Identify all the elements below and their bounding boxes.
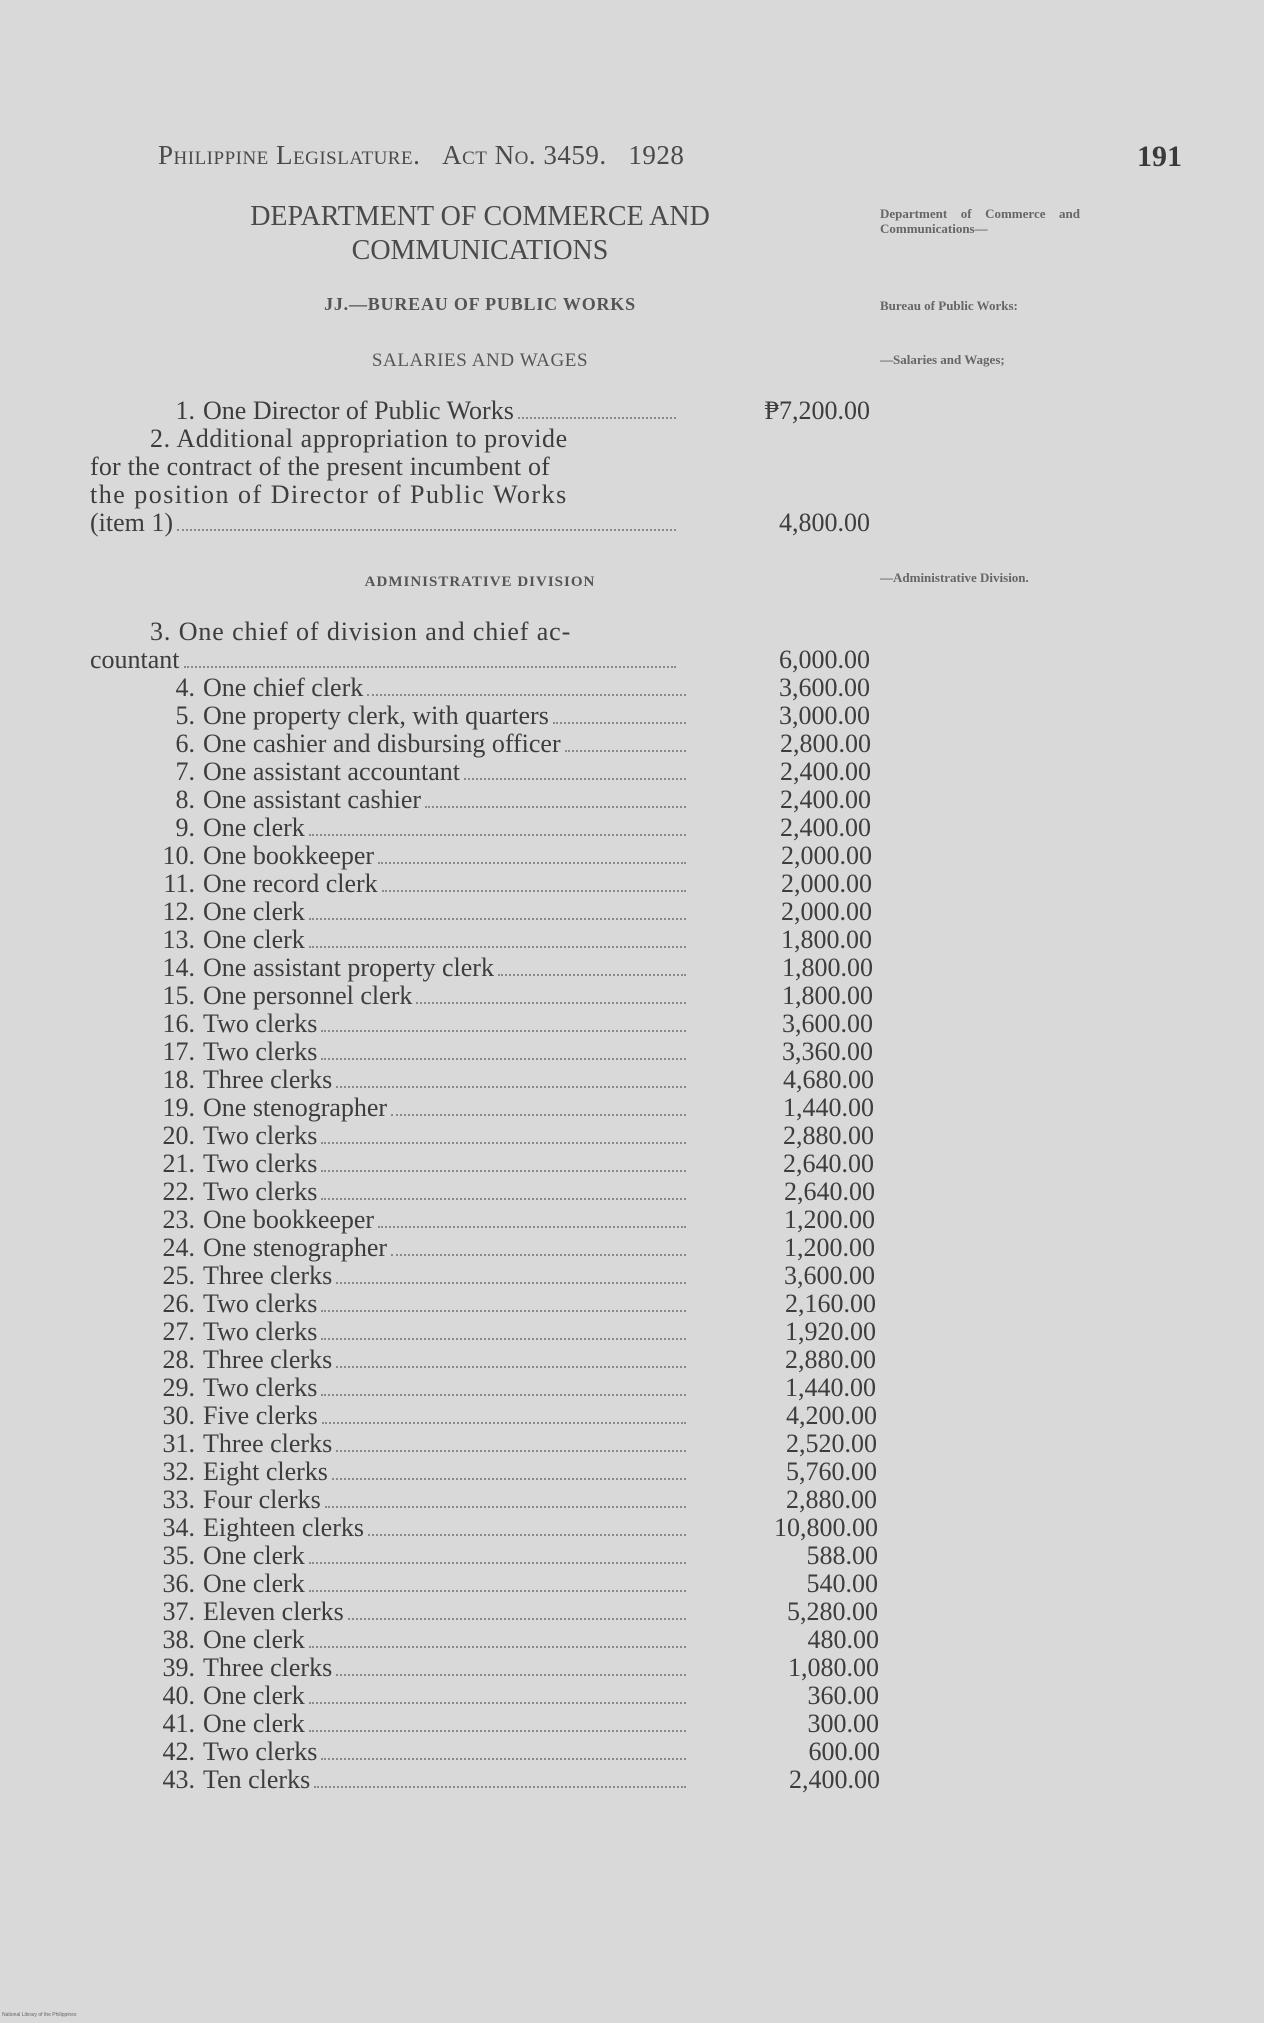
item-description: countant: [90, 645, 180, 674]
item-number: 19.: [162, 1093, 195, 1122]
item-description: One assistant cashier: [203, 785, 422, 814]
item-description: Two clerks: [203, 1317, 318, 1346]
item-amount: 1,200.00: [784, 1205, 875, 1234]
item-number: 16.: [162, 1009, 195, 1038]
item-number: 14.: [162, 953, 195, 982]
dot-leader: [332, 1478, 686, 1480]
dot-leader: [309, 1646, 686, 1648]
list-item: [140, 674, 690, 702]
item-number: 15.: [162, 981, 195, 1010]
dot-leader: [336, 1282, 686, 1284]
item-number: 41.: [162, 1709, 195, 1738]
dot-leader: [368, 1534, 686, 1536]
dot-leader: [464, 778, 686, 780]
item-description: Three clerks: [203, 1261, 333, 1290]
item-amount: 2,160.00: [785, 1289, 876, 1318]
administrative-division-title: ADMINISTRATIVE DIVISION: [364, 574, 596, 590]
item-number: 33.: [162, 1485, 195, 1514]
dot-leader: [336, 1674, 686, 1676]
item-amount: 3,360.00: [782, 1037, 873, 1066]
item-number: 26.: [162, 1289, 195, 1318]
item-description: (item 1): [90, 508, 174, 537]
item-3-amount: 6,000.00: [779, 645, 870, 674]
dot-leader: [518, 417, 676, 419]
item-amount: 3,600.00: [782, 1009, 873, 1038]
item-amount: 2,000.00: [781, 841, 872, 870]
item-amount: 540.00: [806, 1569, 878, 1598]
list-item: [140, 1374, 690, 1402]
item-2-line1: 2. Additional appropriation to provide: [150, 424, 568, 453]
dot-leader: [309, 1590, 686, 1592]
list-item: [140, 1458, 690, 1486]
item-number: 30.: [162, 1401, 195, 1430]
item-description: Two clerks: [203, 1177, 318, 1206]
list-item: [140, 1486, 690, 1514]
list-item: [140, 1318, 690, 1346]
item-amount: 588.00: [806, 1541, 878, 1570]
item-3-line2: [90, 646, 680, 674]
list-item: [140, 1738, 690, 1766]
dot-leader: [553, 722, 686, 724]
item-description: Two clerks: [203, 1009, 318, 1038]
item-amount: 2,400.00: [789, 1765, 880, 1794]
item-amount: 1,440.00: [785, 1373, 876, 1402]
page-number: 191: [1137, 140, 1182, 173]
list-item: [140, 702, 690, 730]
list-item: [140, 1010, 690, 1038]
dot-leader: [378, 862, 686, 864]
item-number: 12.: [162, 897, 195, 926]
dot-leader: [425, 806, 686, 808]
list-item: [140, 730, 690, 758]
item-number: 40.: [162, 1681, 195, 1710]
list-item: [140, 1206, 690, 1234]
item-amount: 2,000.00: [781, 869, 872, 898]
item-number: 21.: [162, 1149, 195, 1178]
marginal-note-department: Department of Commerce and Communications—: [880, 206, 1080, 236]
dot-leader: [348, 1618, 686, 1620]
item-description: Two clerks: [203, 1373, 318, 1402]
item-description: One Director of Public Works: [203, 396, 514, 425]
item-description: One cashier and disbursing officer: [203, 729, 561, 758]
item-number: 34.: [162, 1513, 195, 1542]
dot-leader: [565, 750, 686, 752]
item-number: 37.: [162, 1597, 195, 1626]
item-description: One bookkeeper: [203, 841, 375, 870]
item-description: Two clerks: [203, 1037, 318, 1066]
item-number: 28.: [162, 1345, 195, 1374]
item-amount: 2,880.00: [785, 1345, 876, 1374]
list-item: [140, 1598, 690, 1626]
footer-source: National Library of the Philippines: [2, 2012, 77, 2018]
item-description: One clerk: [203, 813, 305, 842]
item-number: 32.: [162, 1457, 195, 1486]
item-number: 13.: [162, 925, 195, 954]
item-number: 7.: [175, 757, 195, 786]
item-number: 20.: [162, 1121, 195, 1150]
item-description: One property clerk, with quarters: [203, 701, 549, 730]
item-number: 9.: [175, 813, 195, 842]
list-item: [140, 1094, 690, 1122]
running-head: [158, 140, 684, 171]
item-1: [140, 397, 680, 425]
item-2-line3: the position of Director of Public Works: [90, 480, 568, 509]
item-number: 29.: [162, 1373, 195, 1402]
item-amount: 1,920.00: [785, 1317, 876, 1346]
item-amount: 300.00: [807, 1709, 879, 1738]
dot-leader: [321, 1030, 686, 1032]
item-number: 22.: [162, 1177, 195, 1206]
item-number: 23.: [162, 1205, 195, 1234]
dot-leader: [367, 694, 686, 696]
item-description: One clerk: [203, 1569, 305, 1598]
item-description: One clerk: [203, 1541, 305, 1570]
item-amount: 1,080.00: [788, 1653, 879, 1682]
dot-leader: [498, 974, 686, 976]
list-item: [140, 1038, 690, 1066]
dot-leader: [321, 1198, 686, 1200]
act-number: Act No. 3459.: [442, 140, 607, 170]
dot-leader: [391, 1254, 686, 1256]
dot-leader: [322, 1422, 686, 1424]
item-amount: 360.00: [807, 1681, 879, 1710]
list-item: [140, 1654, 690, 1682]
item-description: One assistant property clerk: [203, 953, 494, 982]
dot-leader: [321, 1170, 686, 1172]
item-amount: 5,280.00: [787, 1597, 878, 1626]
item-amount: 2,640.00: [784, 1177, 875, 1206]
item-number: 38.: [162, 1625, 195, 1654]
item-description: One chief clerk: [203, 673, 364, 702]
item-amount: 5,760.00: [786, 1457, 877, 1486]
list-item: [140, 870, 690, 898]
item-description: One stenographer: [203, 1233, 388, 1262]
list-item: [140, 758, 690, 786]
item-description: One clerk: [203, 1709, 305, 1738]
item-description: Five clerks: [203, 1401, 318, 1430]
list-item: [140, 1178, 690, 1206]
item-amount: 3,600.00: [784, 1261, 875, 1290]
list-item: [140, 1710, 690, 1738]
list-item: [140, 1262, 690, 1290]
dot-leader: [309, 834, 686, 836]
item-number: 4.: [175, 673, 195, 702]
dot-leader: [309, 1730, 686, 1732]
list-item: [140, 1570, 690, 1598]
list-item: [140, 1430, 690, 1458]
dot-leader: [309, 1702, 686, 1704]
item-amount: 1,200.00: [784, 1233, 875, 1262]
marginal-note-bureau: Bureau of Public Works:: [880, 298, 1018, 313]
item-amount: 3,600.00: [779, 673, 870, 702]
list-item: [140, 1514, 690, 1542]
item-number: 42.: [162, 1737, 195, 1766]
dot-leader: [382, 890, 686, 892]
item-2-line2: for the contract of the present incumbent of: [90, 452, 551, 481]
item-description: One stenographer: [203, 1093, 388, 1122]
item-number: 43.: [162, 1765, 195, 1794]
item-2-amount: 4,800.00: [779, 508, 870, 537]
dot-leader: [321, 1310, 686, 1312]
item-number: 24.: [162, 1233, 195, 1262]
legislature-name: Philippine Legislature.: [158, 140, 421, 170]
list-item: [140, 1346, 690, 1374]
item-description: One clerk: [203, 1625, 305, 1654]
dot-leader: [391, 1114, 686, 1116]
bureau-title: JJ.—BUREAU OF PUBLIC WORKS: [324, 294, 636, 314]
item-number: 27.: [162, 1317, 195, 1346]
dot-leader: [336, 1450, 686, 1452]
item-amount: 2,880.00: [786, 1485, 877, 1514]
item-amount: 1,800.00: [781, 925, 872, 954]
salaries-title: SALARIES AND WAGES: [371, 350, 589, 371]
item-number: 36.: [162, 1569, 195, 1598]
item-description: One personnel clerk: [203, 981, 413, 1010]
list-item: [140, 842, 690, 870]
department-title-line1: DEPARTMENT OF COMMERCE AND: [250, 201, 710, 232]
dot-leader: [336, 1086, 686, 1088]
item-amount: 3,000.00: [779, 701, 870, 730]
item-description: Three clerks: [203, 1345, 333, 1374]
item-description: One assistant accountant: [203, 757, 461, 786]
item-amount: 2,400.00: [780, 785, 871, 814]
list-item: [140, 1122, 690, 1150]
item-number: 35.: [162, 1541, 195, 1570]
item-description: One record clerk: [203, 869, 378, 898]
act-year: 1928: [628, 140, 685, 170]
marginal-note-salaries: —Salaries and Wages;: [880, 352, 1005, 367]
list-item: [140, 1066, 690, 1094]
item-number: 39.: [162, 1653, 195, 1682]
item-description: Two clerks: [203, 1121, 318, 1150]
list-item: [140, 982, 690, 1010]
item-amount: 2,000.00: [781, 897, 872, 926]
dot-leader: [309, 1562, 686, 1564]
item-description: Two clerks: [203, 1289, 318, 1318]
item-number: 25.: [162, 1261, 195, 1290]
dot-leader: [184, 666, 676, 668]
item-description: One clerk: [203, 897, 305, 926]
item-description: Three clerks: [203, 1429, 333, 1458]
department-title: [190, 200, 770, 268]
dot-leader: [321, 1394, 686, 1396]
item-amount: 2,400.00: [780, 757, 871, 786]
item-amount: 2,640.00: [783, 1149, 874, 1178]
item-amount: 10,800.00: [774, 1513, 878, 1542]
list-item: [140, 1150, 690, 1178]
item-description: One clerk: [203, 925, 305, 954]
item-description: Two clerks: [203, 1149, 318, 1178]
dot-leader: [416, 1002, 686, 1004]
list-item: [140, 1402, 690, 1430]
item-description: Eight clerks: [203, 1457, 328, 1486]
item-amount: 4,200.00: [786, 1401, 877, 1430]
list-item: [140, 1290, 690, 1318]
marginal-note-admin: —Administrative Division.: [880, 570, 1029, 585]
list-item: [140, 898, 690, 926]
item-number: 31.: [162, 1429, 195, 1458]
department-title-line2: COMMUNICATIONS: [351, 235, 609, 266]
dot-leader: [378, 1226, 686, 1228]
list-item: [140, 786, 690, 814]
dot-leader: [309, 918, 686, 920]
item-number: 5.: [175, 701, 195, 730]
dot-leader: [325, 1506, 686, 1508]
list-item: [140, 1766, 690, 1794]
dot-leader: [321, 1058, 686, 1060]
list-item: [140, 814, 690, 842]
dot-leader: [321, 1338, 686, 1340]
item-amount: 1,440.00: [783, 1093, 874, 1122]
dot-leader: [321, 1142, 686, 1144]
item-description: Four clerks: [203, 1485, 321, 1514]
dot-leader: [336, 1366, 686, 1368]
dot-leader: [314, 1786, 686, 1788]
item-description: One clerk: [203, 1681, 305, 1710]
item-description: Two clerks: [203, 1737, 318, 1766]
item-3-line1: 3. One chief of division and chief ac-: [150, 617, 572, 646]
list-item: [140, 954, 690, 982]
item-number: 1.: [175, 396, 195, 425]
item-amount: 2,520.00: [786, 1429, 877, 1458]
dot-leader: [177, 529, 676, 531]
list-item: [140, 1234, 690, 1262]
list-item: [140, 1682, 690, 1710]
item-amount: 2,400.00: [780, 813, 871, 842]
item-number: 18.: [162, 1065, 195, 1094]
item-1-amount: ₱7,200.00: [764, 396, 870, 425]
item-number: 11.: [163, 869, 195, 898]
item-amount: 2,880.00: [783, 1121, 874, 1150]
item-amount: 600.00: [808, 1737, 880, 1766]
item-number: 10.: [162, 841, 195, 870]
item-description: Three clerks: [203, 1653, 333, 1682]
item-description: One bookkeeper: [203, 1205, 375, 1234]
dot-leader: [321, 1758, 686, 1760]
item-number: 8.: [175, 785, 195, 814]
item-number: 17.: [162, 1037, 195, 1066]
item-2-line4: [90, 509, 680, 537]
item-amount: 4,680.00: [783, 1065, 874, 1094]
item-number: 6.: [175, 729, 195, 758]
list-item: [140, 1626, 690, 1654]
item-amount: 1,800.00: [782, 981, 873, 1010]
item-description: Ten clerks: [203, 1765, 311, 1794]
dot-leader: [309, 946, 686, 948]
item-amount: 480.00: [807, 1625, 879, 1654]
item-description: Eleven clerks: [203, 1597, 344, 1626]
list-item: [140, 1542, 690, 1570]
item-description: Eighteen clerks: [203, 1513, 364, 1542]
item-description: Three clerks: [203, 1065, 333, 1094]
item-amount: 2,800.00: [780, 729, 871, 758]
list-item: [140, 926, 690, 954]
item-amount: 1,800.00: [782, 953, 873, 982]
